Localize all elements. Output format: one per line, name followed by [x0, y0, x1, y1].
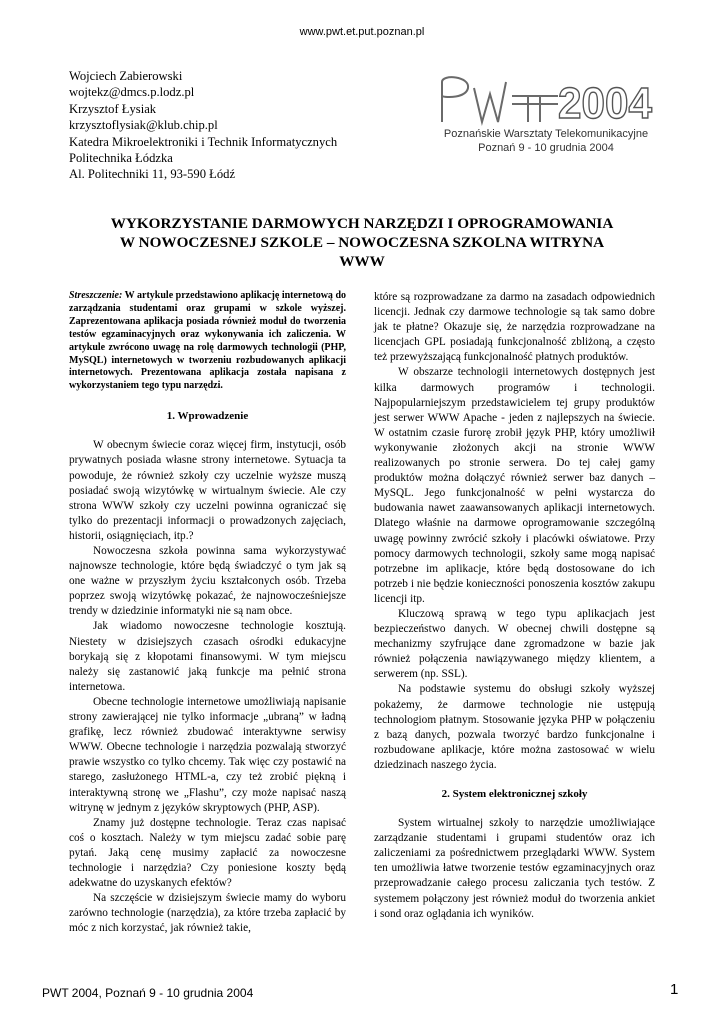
paragraph: które są rozprowadzane za darmo na zasadach odpowiednich licencji. Jednak czy darmowe technologie są tak samo dobre jak te płatne? Okazuje się, że narzędzia rozprowadzane na licencjach GPL posiadają funkcjonalność zbliżoną, a często też przewyższającą funkcjonalność płatnych produktów. — [374, 291, 655, 364]
title-line: WYKORZYSTANIE DARMOWYCH NARZĘDZI I OPROGRAMOWANIA — [110, 215, 614, 232]
paragraph: Kluczową sprawą w tego typu aplikacjach jest bezpieczeństwo danych. W obecnej chwili dostępne są mechanizmy szyfrujące dane zgromadzone w bazie jak również połączenia nawiązywanego między klientem, a serwerem (np. SSL). — [374, 607, 655, 681]
paragraph: Jak wiadomo nowoczesne technologie kosztują. Niestety w dzisiejszych czasach ośrodki edukacyjne borykają się z kłopotami finansowymi. W tym miejscu należy się zastanowić jaką funkcje ma pełnić strona internetowa. — [69, 620, 346, 693]
section-heading: 1. Wprowadzenie — [166, 410, 249, 423]
author-university: Politechnika Łódzka — [69, 151, 173, 166]
author-name: Wojciech Zabierowski — [69, 69, 183, 83]
paragraph: Na szczęście w dzisiejszym świecie mamy do wyboru zarówno technologie (narzędzia), za które trzeba zapłacić by móc z nich korzystać, jak również takie, — [69, 892, 346, 935]
paragraph: Nowoczesna szkoła powinna sama wykorzystywać najnowsze technologie, które będą świadczyć o tym jak są one ważne w przyszłym życiu kształconych osób. Trzeba poprzez swoją wizytówkę pokazać, że najnowocześniejsze trendy w dziedzinie informatyki nie są nam obce. — [69, 545, 346, 618]
author-email: wojtekz@dmcs.p.lodz.pl — [69, 85, 195, 100]
pwt-logo-graphic — [436, 66, 656, 126]
paragraph: Obecne technologie internetowe umożliwiają napisanie strony zawierającej nie tylko informacje „ubraną” w ładną grafikę, lecz również zbudować interaktywne serwisy WWW. Obecne technologie i narzędzia pozwalają stworzyć prawie wszystko co tylko chcemy. Tak więc czy postawić na starego, zasłużonego HTML-a, czy też zrobić piękną i interaktywną stronę we „Flashu”, czy może napisać naszą witrynę w jednym z języków skryptowych (PHP, ASP). — [69, 695, 346, 814]
author-email: krzysztoflysiak@klub.chip.pl — [69, 118, 218, 133]
svg-text:2004: 2004 — [558, 79, 653, 126]
paragraph: System wirtualnej szkoły to narzędzie umożliwiające zarządzanie studentami i grupami studentów oraz ich zaliczeniami za pośrednictwem przeglądarki WWW. System ten umożliwia łatwe tworzenie testów egzaminacyjnych oraz przeprowadzanie całego procesu zaliczania tych testów. Z systemem połączony jest również moduł do tworzenia ankiet i sond oraz oglądania ich wyników. — [374, 817, 655, 920]
paragraph: W obszarze technologii internetowych dostępnych jest kilka darmowych programów i technologii. Najpopularniejszym przedstawicielem tej grupy produktów jest serwer WWW Apache - jeden z najlepszych na świecie. W ostatnim czasie furorę zrobił język PHP, który umożliwił wykonywanie złożonych akcji na stronie WWW realizowanych po stronie serwera. Do tej całej gamy produktów można dołączyć również serwer baz danych – MySQL. Jego funkcjonalność w pełni wystarcza do budowania nawet zaawansowanych aplikacji internetowych. Dlatego właśnie na darmowe oprogramowanie szczególną uwagę powinny zwrócić szkoły i placówki oświatowe. Przy pomocy darmowych technologii, szkoły same mogą napisać potrzebne im aplikacje, które będą dostosowane do ich potrzeb i nie będzie konieczności ponoszenia kosztów zakupu licencji itp. — [374, 366, 655, 605]
author-block — [69, 68, 337, 183]
abstract-text: W artykule przedstawiono aplikację internetową do zarządzania studentami oraz grupami w szkole wyższej. Zaprezentowana aplikacja posiada również moduł do tworzenia testów egzaminacyjnych oraz wykonywania ich zaliczenia. W artykule zwrócono uwagę na rolę darmowych technologii (PHP, MySQL) internetowych w tworzeniu rozbudowanych aplikacji internetowych. Prezentowana aplikacja została napisana z wykorzystaniem tego typu narzędzi. — [69, 290, 346, 392]
section-heading: 2. System elektronicznej szkoły — [441, 788, 588, 800]
paragraph: Znamy już dostępne technologie. Teraz czas napisać coś o kosztach. Należy w tym miejscu zadać sobie parę pytań. Jaką cenę musimy zapłacić za nowoczesne technologie i narzędzia? Czy poniesione koszty będą adekwatne do uzyskanych efektów? — [69, 816, 346, 890]
paper-title — [60, 214, 664, 271]
right-column — [374, 290, 655, 922]
title-line: W NOWOCZESNEJ SZKOLE – NOWOCZESNA SZKOLNA WITRYNA — [119, 234, 605, 251]
abstract-lead: Streszczenie: — [69, 290, 123, 301]
paragraph: W obecnym świecie coraz więcej firm, instytucji, osób prywatnych posiada własne strony internetowe. Sytuacja ta powoduje, że również szkoły czy uczelnie wyższe muszą posiadać swoją wizytówkę w wirtualnym świecie. Ale czy strona WWW szkoły czy uczelni powinna ograniczać się tylko do prezentacji informacji o prowadzonych zajęciach, historii, osiągnięciach, itp.? — [69, 439, 346, 542]
footer-text: PWT 2004, Poznań 9 - 10 grudnia 2004 — [42, 986, 254, 1000]
header-url: www.pwt.et.put.poznan.pl — [299, 26, 425, 38]
title-line: WWW — [339, 253, 385, 270]
author-name: Krzysztof Łysiak — [69, 101, 157, 116]
author-address: Al. Politechniki 11, 93-590 Łódź — [69, 167, 236, 182]
paragraph: Na podstawie systemu do obsługi szkoły wyższej pokażemy, że darmowe technologie nie ustępują technologiom płatnym. Stosowanie języka PHP w połączeniu z bazą danych, pozwala tworzyć bardzo funkcjonalne i rozbudowane aplikacje, które można zastosować w wielu dziedzinach naszego życia. — [374, 683, 655, 771]
logo-caption-line2: Poznań 9 - 10 grudnia 2004 — [478, 141, 614, 154]
conference-logo — [436, 66, 656, 166]
left-column — [69, 290, 346, 936]
logo-caption-line1: Poznańskie Warsztaty Telekomunikacyjne — [443, 128, 649, 140]
author-department: Katedra Mikroelektroniki i Technik Informatycznych — [69, 134, 338, 149]
page-number: 1 — [670, 981, 679, 998]
abstract — [69, 290, 346, 393]
